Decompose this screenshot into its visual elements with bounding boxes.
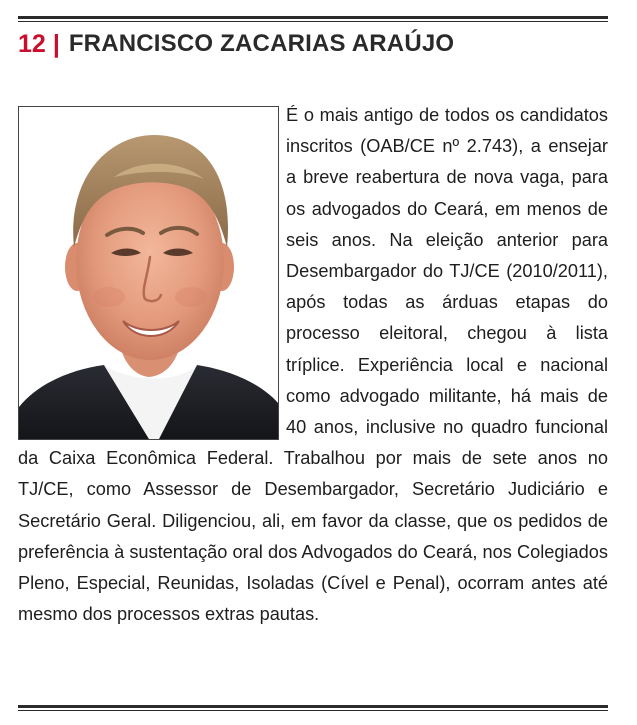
- candidate-header: [18, 28, 454, 60]
- article-text: [18, 100, 608, 630]
- photo-float-spacer: [18, 100, 286, 442]
- candidate-name: FRANCISCO ZACARIAS ARAÚJO: [68, 30, 455, 57]
- candidate-biography: É o mais antigo de todos os candidatos inscritos (OAB/CE nº 2.743), a ensejar a breve reabertura de nova vaga, para os advogados do Ceará, em menos de seis anos. Na eleição anterior para Desembargador do TJ/CE (2010/2011), após todas as árduas etapas do processo eleitoral, chegou à lista tríplice. Experiência local e nacional como advogado militante, há mais de 40 anos, inclusive no quadro funcional da Caixa Econômica Federal. Trabalhou por mais de sete anos no TJ/CE, como Assessor de Desembargador, Secretário Judiciário e Secretário Geral. Diligenciou, ali, em favor da classe, que os pedidos de preferência à sustentação oral dos Advogados do Ceará, nos Colegiados Pleno, Especial, Reunidas, Isoladas (Cível e Penal), ocorram antes até mesmo dos processos extras pautas.: [18, 105, 608, 625]
- candidate-number: 12: [18, 29, 46, 58]
- bottom-rule-thick: [18, 705, 608, 708]
- top-rule-thick: [18, 16, 608, 19]
- header-separator: |: [52, 29, 60, 58]
- top-rule-thin: [18, 21, 608, 22]
- bottom-rule-thin: [18, 710, 608, 711]
